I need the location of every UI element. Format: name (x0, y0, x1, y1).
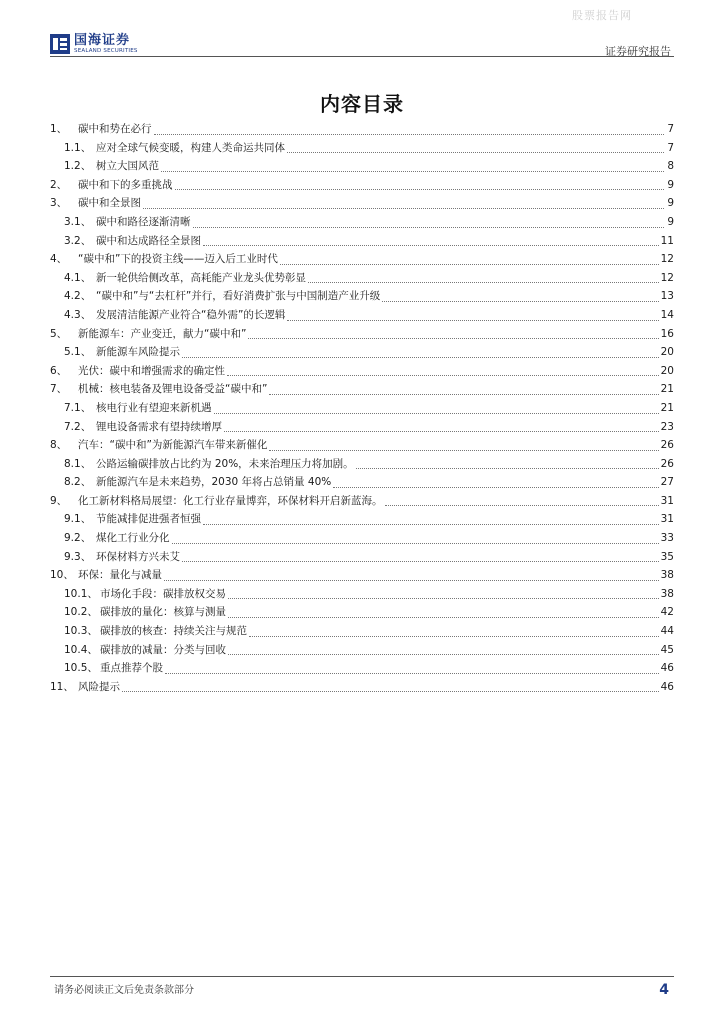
toc-entry[interactable] (50, 158, 674, 177)
toc-leader-dots (193, 226, 665, 228)
toc-entry-number: 6、 (50, 364, 68, 377)
toc-entry-number: 3、 (50, 197, 68, 210)
header-divider (50, 56, 674, 57)
toc-entry-title: 煤化工行业分化 (96, 532, 170, 545)
toc-entry-page: 20 (660, 364, 674, 377)
toc-leader-dots (308, 281, 659, 283)
toc-leader-dots (182, 356, 659, 358)
toc-entry-page: 20 (660, 346, 674, 359)
toc-entry[interactable] (50, 586, 674, 605)
toc-entry-title: 汽车：“碳中和”为新能源汽车带来新催化 (78, 439, 268, 452)
toc-entry[interactable] (50, 437, 674, 456)
toc-entry-page: 13 (660, 290, 674, 303)
toc-leader-dots (172, 542, 659, 544)
toc-entry-number: 9.1、 (64, 513, 92, 526)
toc-leader-dots (154, 133, 665, 135)
toc-leader-dots (143, 207, 664, 209)
toc-entry-page: 21 (660, 383, 674, 396)
toc-entry-number: 5.1、 (64, 346, 92, 359)
toc-entry-number: 9、 (50, 494, 68, 507)
toc-entry[interactable] (50, 549, 674, 568)
toc-entry-title: 发展清洁能源产业符合“稳外需”的长逻辑 (96, 308, 286, 321)
toc-entry-number: 4.3、 (64, 308, 92, 321)
toc-entry[interactable] (50, 679, 674, 698)
toc-leader-dots (175, 188, 665, 190)
toc-leader-dots (228, 597, 659, 599)
toc-entry[interactable] (50, 493, 674, 512)
toc-entry-page: 46 (660, 662, 674, 675)
toc-entry-number: 1、 (50, 123, 68, 135)
toc-entry-title: 环保：量化与减量 (78, 569, 162, 582)
toc-entry-title: 新能源车风险提示 (96, 346, 180, 359)
toc-entry-number: 8、 (50, 439, 68, 452)
toc-entry-number: 8.1、 (64, 457, 92, 470)
toc-entry-title: 碳排放的核查：持续关注与规范 (100, 625, 247, 638)
toc-leader-dots (227, 374, 659, 376)
toc-entry-page: 9 (667, 215, 674, 228)
toc-entry-title: 碳排放的减量：分类与回收 (100, 643, 226, 656)
toc-entry[interactable] (50, 326, 674, 345)
toc-entry-title: 环保材料方兴未艾 (96, 550, 180, 563)
toc-leader-dots (269, 393, 658, 395)
watermark: 股票报告网 (572, 9, 632, 22)
toc-entry-title: “碳中和”与“去杠杆”并行，看好消费扩张与中国制造产业升级 (96, 290, 381, 303)
toc-entry-page: 12 (660, 271, 674, 284)
toc-leader-dots (122, 690, 659, 692)
toc-entry-title: 树立大国风范 (96, 160, 159, 173)
toc-entry[interactable] (50, 419, 674, 438)
toc-entry[interactable] (50, 530, 674, 549)
toc-entry-number: 9.2、 (64, 532, 92, 545)
toc-entry-title: 公路运输碳排放占比约为 20%，未来治理压力将加剧。 (96, 457, 354, 470)
toc-entry-page: 42 (660, 606, 674, 619)
toc-entry[interactable] (50, 288, 674, 307)
toc-entry-title: 碳排放的量化：核算与测量 (100, 606, 226, 619)
toc-leader-dots (356, 467, 659, 469)
toc-entry[interactable] (50, 140, 674, 159)
toc-entry-number: 4、 (50, 253, 68, 266)
toc-entry[interactable] (50, 214, 674, 233)
toc-entry-page: 7 (667, 123, 674, 135)
toc-entry[interactable] (50, 233, 674, 252)
toc-entry-title: 碳中和全景图 (78, 197, 141, 210)
toc-entry-title: 碳中和达成路径全景图 (96, 234, 201, 247)
toc-entry-number: 11、 (50, 680, 74, 693)
toc-entry-title: “碳中和”下的投资主线——迈入后工业时代 (78, 253, 278, 266)
toc-leader-dots (214, 412, 659, 414)
toc-entry[interactable] (50, 511, 674, 530)
toc-entry-page: 27 (660, 476, 674, 489)
toc-entry-page: 38 (660, 569, 674, 582)
toc-entry-number: 7.1、 (64, 401, 92, 414)
toc-entry-title: 新一轮供给侧改革，高耗能产业龙头优势彰显 (96, 271, 306, 284)
toc-entry[interactable] (50, 344, 674, 363)
toc-entry[interactable] (50, 567, 674, 586)
report-type-label: 证券研究报告 (605, 45, 671, 58)
toc-entry-number: 10.1、 (64, 587, 98, 600)
toc-entry-page: 44 (660, 625, 674, 638)
toc-entry-page: 26 (660, 439, 674, 452)
footer-disclaimer: 请务必阅读正文后免责条款部分 (54, 985, 194, 996)
toc-leader-dots (203, 523, 659, 525)
page-number: 4 (659, 982, 669, 998)
toc-title: 内容目录 (320, 92, 404, 116)
toc-entry[interactable] (50, 623, 674, 642)
toc-leader-dots (333, 486, 658, 488)
logo-english-name: SEALAND SECURITIES (74, 47, 138, 54)
toc-entry-number: 9.3、 (64, 550, 92, 563)
toc-entry-page: 26 (660, 457, 674, 470)
toc-entry-page: 31 (660, 513, 674, 526)
toc-entry-title: 市场化手段：碳排放权交易 (100, 587, 226, 600)
toc-entry-page: 38 (660, 587, 674, 600)
toc-entry[interactable] (50, 456, 674, 475)
toc-entry-title: 节能减排促进强者恒强 (96, 513, 201, 526)
toc-leader-dots (382, 300, 658, 302)
toc-entry-title: 锂电设备需求有望持续增厚 (96, 420, 222, 433)
toc-entry[interactable] (50, 307, 674, 326)
toc-entry-page: 9 (667, 197, 674, 210)
toc-entry-page: 33 (660, 532, 674, 545)
footer-divider (50, 976, 674, 977)
toc-entry-page: 31 (660, 494, 674, 507)
toc-leader-dots (182, 560, 659, 562)
toc-entry-number: 7、 (50, 383, 68, 396)
toc-entry[interactable] (50, 381, 674, 400)
toc-entry-number: 2、 (50, 178, 68, 191)
toc-entry-number: 10、 (50, 569, 74, 582)
toc-entry-page: 9 (667, 178, 674, 191)
toc-entry[interactable] (50, 270, 674, 289)
logo-chinese-name: 国海证券 (74, 32, 131, 48)
toc-leader-dots (248, 337, 658, 339)
toc-leader-dots (269, 449, 658, 451)
toc-leader-dots (224, 430, 659, 432)
toc-entry-number: 3.1、 (64, 215, 92, 228)
toc-entry-number: 1.1、 (64, 141, 92, 154)
toc-leader-dots (249, 635, 659, 637)
toc-entry-page: 7 (667, 141, 674, 154)
toc-entry-page: 45 (660, 643, 674, 656)
toc-entry-title: 碳中和势在必行 (78, 123, 152, 135)
toc-entry-page: 16 (660, 327, 674, 340)
toc-entry[interactable] (50, 363, 674, 382)
toc-entry-page: 35 (660, 550, 674, 563)
toc-leader-dots (164, 579, 659, 581)
toc-entry-title: 碳中和下的多重挑战 (78, 178, 173, 191)
toc-entry-number: 7.2、 (64, 420, 92, 433)
toc-entry-number: 5、 (50, 327, 68, 340)
toc-leader-dots (287, 319, 658, 321)
toc-entry-page: 14 (660, 308, 674, 321)
sealand-logo-icon (50, 34, 70, 54)
toc-entry-title: 新能源汽车是未来趋势，2030 年将占总销量 40% (96, 476, 332, 489)
toc-entry-title: 风险提示 (78, 680, 120, 693)
toc-entry-page: 11 (660, 234, 674, 247)
toc-entry[interactable] (50, 400, 674, 419)
toc-entry-title: 机械：核电装备及锂电设备受益“碳中和” (78, 383, 268, 396)
toc-entry-page: 21 (660, 401, 674, 414)
toc-entry-number: 10.3、 (64, 625, 98, 638)
toc-entry[interactable] (50, 177, 674, 196)
toc-entry-page: 12 (660, 253, 674, 266)
toc-entry-number: 10.5、 (64, 662, 98, 675)
toc-entry-number: 1.2、 (64, 160, 92, 173)
toc-entry-title: 重点推荐个股 (100, 662, 163, 675)
toc-entry-page: 23 (660, 420, 674, 433)
toc-entry-number: 8.2、 (64, 476, 92, 489)
toc-entry[interactable] (50, 195, 674, 214)
toc-entry[interactable] (50, 604, 674, 623)
toc-entry-title: 应对全球气候变暖，构建人类命运共同体 (96, 141, 285, 154)
toc-entry-page: 46 (660, 680, 674, 693)
table-of-contents (50, 121, 674, 697)
toc-entry-number: 4.1、 (64, 271, 92, 284)
toc-entry-title: 新能源车：产业变迁，献力“碳中和” (78, 327, 247, 340)
toc-leader-dots (280, 263, 659, 265)
toc-leader-dots (203, 244, 659, 246)
toc-entry[interactable] (50, 660, 674, 679)
company-logo (50, 33, 138, 55)
toc-leader-dots (165, 672, 659, 674)
toc-entry-number: 10.4、 (64, 643, 98, 656)
toc-entry-number: 4.2、 (64, 290, 92, 303)
toc-entry[interactable] (50, 121, 674, 140)
toc-leader-dots (287, 151, 664, 153)
toc-entry[interactable] (50, 474, 674, 493)
toc-entry-title: 化工新材料格局展望：化工行业存量博弈，环保材料开启新蓝海。 (78, 494, 383, 507)
toc-entry-title: 光伏：碳中和增强需求的确定性 (78, 364, 225, 377)
toc-entry-title: 碳中和路径逐渐清晰 (96, 215, 191, 228)
toc-entry[interactable] (50, 251, 674, 270)
toc-entry-number: 3.2、 (64, 234, 92, 247)
toc-leader-dots (161, 170, 664, 172)
toc-entry-title: 核电行业有望迎来新机遇 (96, 401, 212, 414)
toc-entry-page: 8 (667, 160, 674, 173)
toc-leader-dots (228, 616, 659, 618)
toc-entry-number: 10.2、 (64, 606, 98, 619)
toc-leader-dots (385, 504, 659, 506)
toc-leader-dots (228, 653, 659, 655)
toc-entry[interactable] (50, 642, 674, 661)
